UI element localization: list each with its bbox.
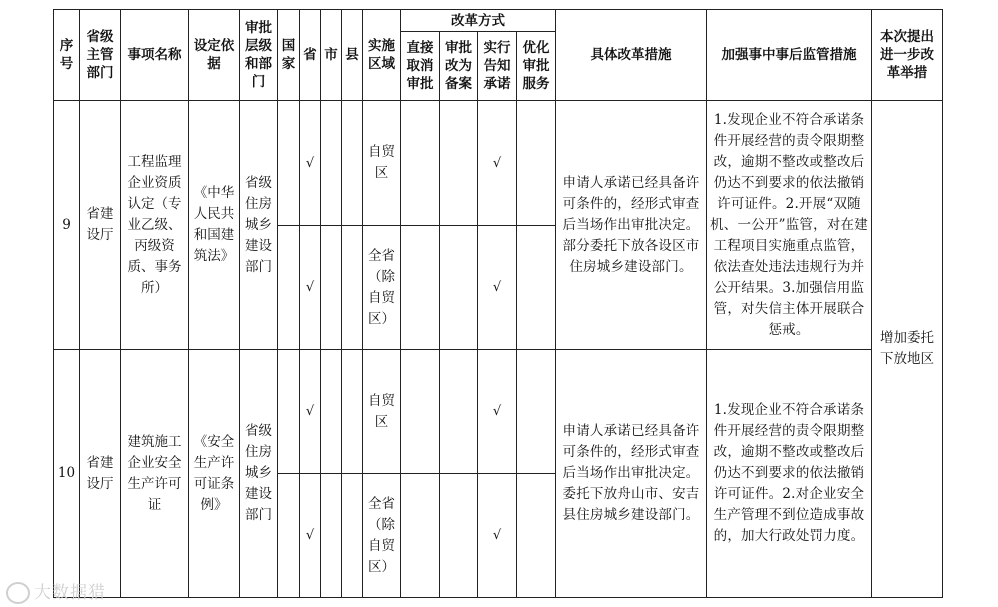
cell-area: 全省（除自贸区）	[363, 474, 401, 598]
header-reform-mode: 改革方式	[401, 10, 556, 32]
table-row	[54, 101, 943, 226]
cell-city	[321, 474, 342, 598]
cell-mode-cancel	[401, 101, 440, 226]
cell-dept: 省建设厅	[80, 101, 121, 350]
cell-province-check: √	[300, 101, 321, 226]
cell-mode-notify-check: √	[478, 350, 517, 474]
cell-basis: 《中华人民共和国建筑法》	[189, 101, 240, 350]
cell-level: 省级住房城乡建设部门	[240, 101, 278, 350]
reform-table	[53, 9, 943, 598]
cell-supervision: 1.发现企业不符合承诺条件开展经营的责令限期整改，逾期不整改或整改后仍达不到要求的依法撤销许可证件。2.开展“双随机、一公开”监管，对在建工程项目实施重点监管，依法查处违法违规行为并公开结果。3.加强信用监管，对失信主体开展联合惩戒。	[707, 101, 872, 350]
header-seq: 序号	[54, 10, 80, 101]
cell-city	[321, 350, 342, 474]
cell-mode-optimize	[517, 474, 556, 598]
header-county: 县	[342, 10, 363, 101]
cell-measures: 申请人承诺已经具备许可条件的，经形式审查后当场作出审批决定。部分委托下放各设区市住房城乡建设部门。	[556, 101, 707, 350]
cell-basis: 《安全生产许可证条例》	[189, 350, 240, 598]
cell-province-check: √	[300, 226, 321, 350]
cell-mode-notify-check: √	[478, 226, 517, 350]
cell-item: 建筑施工企业安全生产许可证	[121, 350, 189, 598]
cell-nation	[278, 350, 300, 474]
cell-county	[342, 350, 363, 474]
header-mode-optimize: 优化审批服务	[517, 32, 556, 101]
cell-area: 自贸区	[363, 101, 401, 226]
cell-city	[321, 226, 342, 350]
cell-mode-record	[440, 350, 478, 474]
cell-item: 工程监理企业资质认定（专业乙级、丙级资质、事务所）	[121, 101, 189, 350]
cell-nation	[278, 101, 300, 226]
header-item: 事项名称	[121, 10, 189, 101]
table-row	[54, 350, 943, 474]
header-city: 市	[321, 10, 342, 101]
header-dept: 省级主管部门	[80, 10, 121, 101]
cell-seq: 10	[54, 350, 80, 598]
cell-nation	[278, 474, 300, 598]
cell-further: 增加委托下放地区	[872, 101, 943, 598]
cell-province-check: √	[300, 350, 321, 474]
cell-mode-notify-check: √	[478, 474, 517, 598]
cell-mode-record	[440, 101, 478, 226]
cell-county	[342, 474, 363, 598]
header-basis: 设定依据	[189, 10, 240, 101]
header-mode-notify: 实行告知承诺	[478, 32, 517, 101]
watermark-text: 大数据猎	[34, 583, 106, 603]
cell-supervision: 1.发现企业不符合承诺条件开展经营的责令限期整改，逾期不整改或整改后仍达不到要求的依法撤销许可证件。2.对企业安全生产管理不到位造成事故的，加大行政处罚力度。	[707, 350, 872, 598]
cell-mode-record	[440, 226, 478, 350]
cell-mode-record	[440, 474, 478, 598]
cell-level: 省级住房城乡建设部门	[240, 350, 278, 598]
cell-county	[342, 101, 363, 226]
cell-area: 自贸区	[363, 350, 401, 474]
header-further: 本次提出进一步改革举措	[872, 10, 943, 101]
cell-seq: 9	[54, 101, 80, 350]
cell-mode-optimize	[517, 226, 556, 350]
cell-mode-notify-check: √	[478, 101, 517, 226]
cell-dept: 省建设厅	[80, 350, 121, 598]
cell-mode-optimize	[517, 101, 556, 226]
cell-mode-optimize	[517, 350, 556, 474]
header-area: 实施区域	[363, 10, 401, 101]
header-measures: 具体改革措施	[556, 10, 707, 101]
header-level: 审批层级和部门	[240, 10, 278, 101]
header-province: 省	[300, 10, 321, 101]
cell-county	[342, 226, 363, 350]
cell-measures: 申请人承诺已经具备许可条件的，经形式审查后当场作出审批决定。委托下放舟山市、安吉县住房城乡建设部门。	[556, 350, 707, 598]
cell-mode-cancel	[401, 226, 440, 350]
header-mode-record: 审批改为备案	[440, 32, 478, 101]
cell-nation	[278, 226, 300, 350]
cell-area: 全省（除自贸区）	[363, 226, 401, 350]
cell-city	[321, 101, 342, 226]
header-mode-cancel: 直接取消审批	[401, 32, 440, 101]
cell-province-check: √	[300, 474, 321, 598]
cell-mode-cancel	[401, 350, 440, 474]
watermark	[6, 578, 106, 604]
header-nation: 国家	[278, 10, 300, 101]
cell-mode-cancel	[401, 474, 440, 598]
watermark-logo-icon	[6, 582, 30, 604]
header-supervision: 加强事中事后监管措施	[707, 10, 872, 101]
